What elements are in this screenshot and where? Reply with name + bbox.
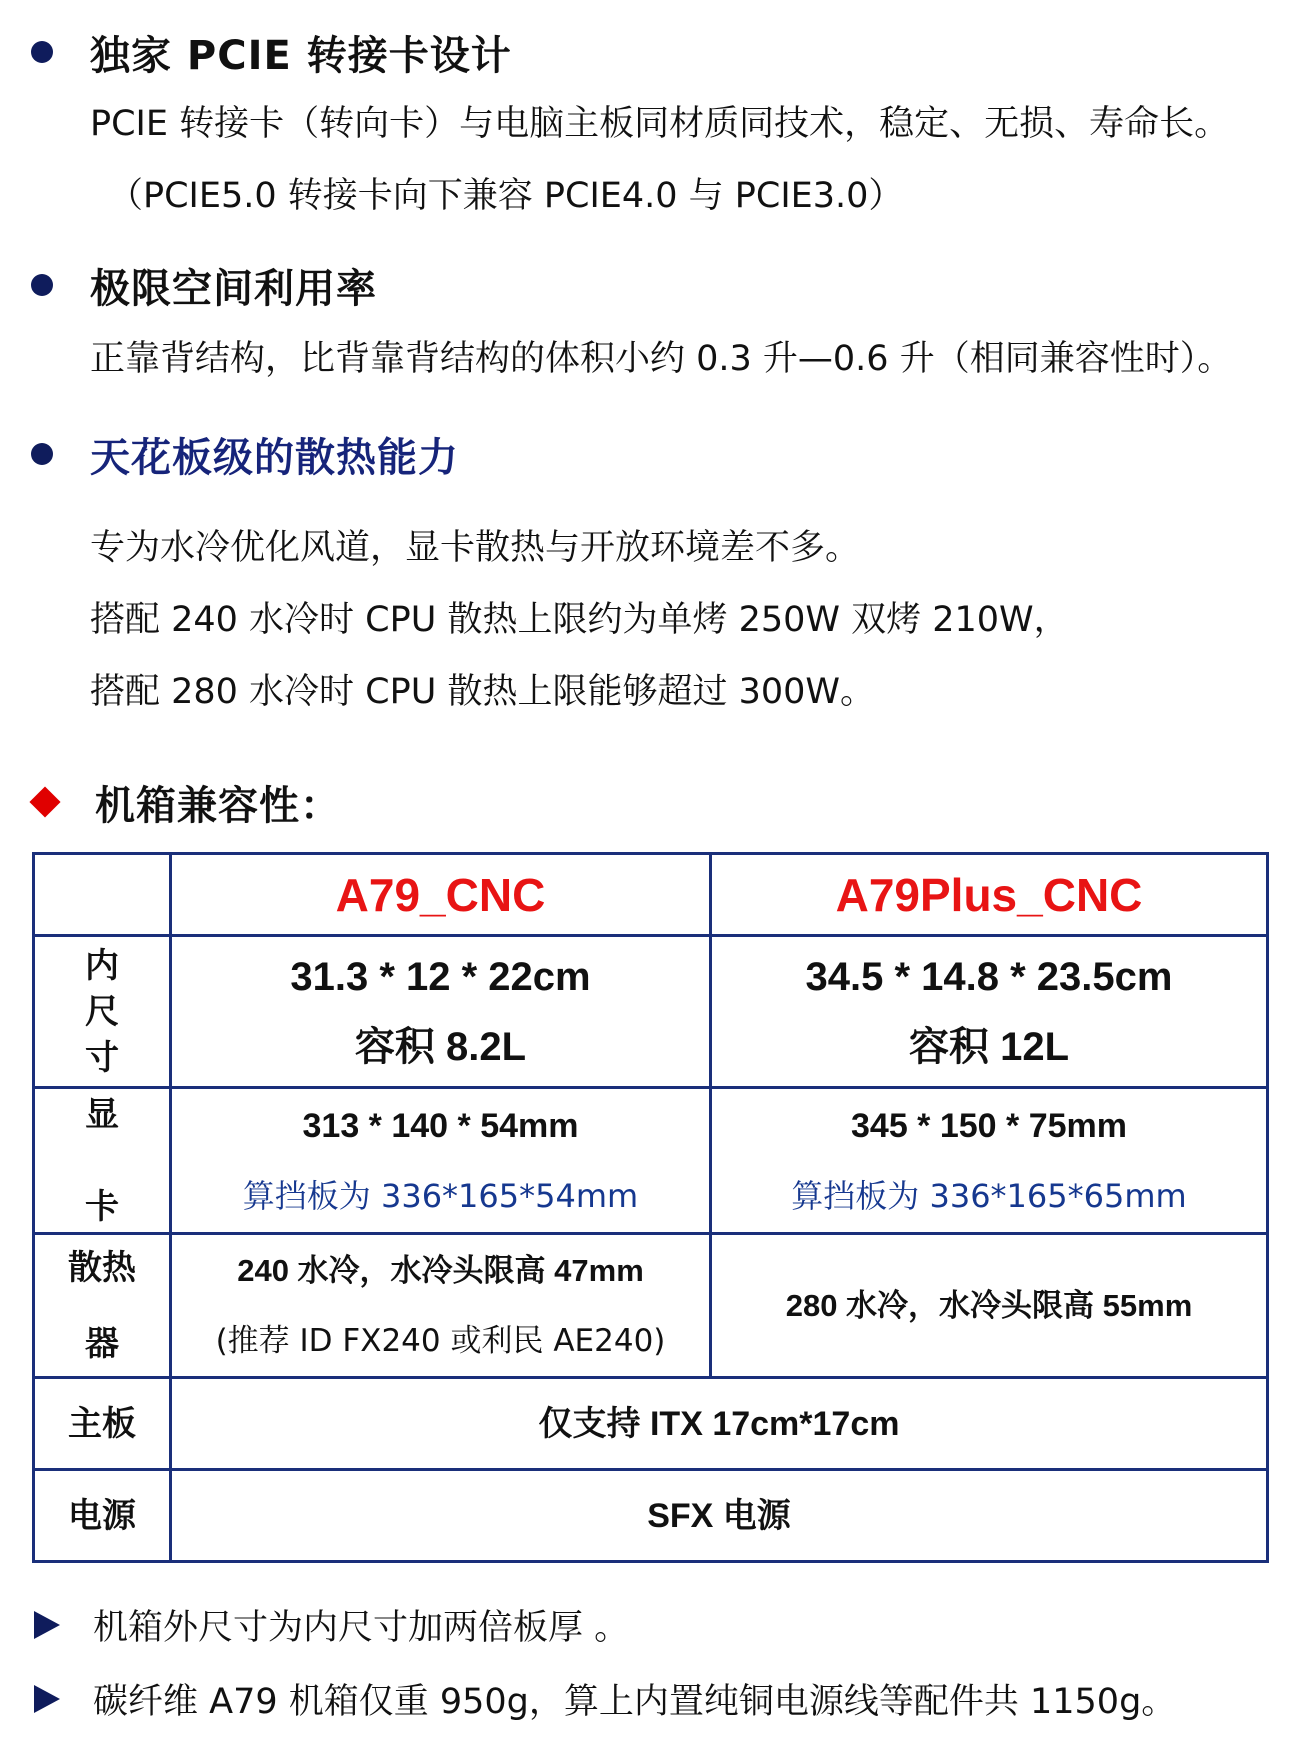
row-label: 散热 器 bbox=[34, 1234, 171, 1378]
bullet-icon bbox=[31, 41, 53, 63]
arrow-icon bbox=[34, 1611, 60, 1639]
compat-title: 机箱兼容性： bbox=[95, 782, 341, 829]
feature-line: 搭配 240 水冷时 CPU 散热上限约为单烤 250W 双烤 210W， bbox=[90, 600, 1069, 640]
plus-inner-size: 34.5 * 14.8 * 23.5cm 容积 12L bbox=[711, 936, 1268, 1088]
feature-cooling bbox=[0, 424, 1300, 728]
list-item: 机箱外尺寸为内尺寸加两倍板厚 。 bbox=[0, 1595, 1300, 1655]
corner-cell bbox=[34, 854, 171, 936]
feature-line: PCIE 转接卡（转向卡）与电脑主板同材质同技术，稳定、无损、寿命长。 bbox=[90, 104, 1230, 144]
feature-line: 专为水冷优化风道，显卡散热与开放环境差不多。 bbox=[90, 528, 861, 568]
model-a79plus: A79Plus_CNC bbox=[711, 854, 1268, 936]
table-row bbox=[34, 1088, 1268, 1234]
feature-space bbox=[0, 255, 1300, 395]
model-a79: A79_CNC bbox=[171, 854, 711, 936]
psu-value: SFX 电源 bbox=[171, 1470, 1268, 1562]
a79-gpu: 313 * 140 * 54mm 算挡板为 336*165*54mm bbox=[171, 1088, 711, 1234]
list-item: 碳纤维 A79 机箱仅重 950g，算上内置纯铜电源线等配件共 1150g。 bbox=[0, 1669, 1300, 1729]
feature-title: 独家 PCIE 转接卡设计 bbox=[90, 32, 512, 79]
arrow-icon bbox=[34, 1685, 60, 1713]
feature-pcie bbox=[0, 22, 1300, 232]
compat-table bbox=[32, 852, 1269, 1563]
row-label: 电源 bbox=[34, 1470, 171, 1562]
feature-line: 正靠背结构，比背靠背结构的体积小约 0.3 升—0.6 升（相同兼容性时）。 bbox=[90, 339, 1233, 379]
feature-line: （PCIE5.0 转接卡向下兼容 PCIE4.0 与 PCIE3.0） bbox=[108, 176, 904, 216]
notes bbox=[0, 1595, 1300, 1729]
feature-line: 搭配 280 水冷时 CPU 散热上限能够超过 300W。 bbox=[90, 672, 876, 712]
row-label: 显 卡 bbox=[34, 1088, 171, 1234]
motherboard-value: 仅支持 ITX 17cm*17cm bbox=[171, 1378, 1268, 1470]
row-label: 内 尺 寸 bbox=[34, 936, 171, 1088]
compat-heading bbox=[0, 772, 1300, 832]
a79-cooler: 240 水冷，水冷头限高 47mm (推荐 ID FX240 或利民 AE240) bbox=[171, 1234, 711, 1378]
plus-cooler: 280 水冷，水冷头限高 55mm bbox=[711, 1234, 1268, 1378]
plus-gpu: 345 * 150 * 75mm 算挡板为 336*165*65mm bbox=[711, 1088, 1268, 1234]
table-header-row bbox=[34, 854, 1268, 936]
feature-title: 天花板级的散热能力 bbox=[90, 434, 459, 481]
table-row bbox=[34, 1234, 1268, 1378]
bullet-icon bbox=[31, 443, 53, 465]
diamond-icon bbox=[29, 786, 60, 817]
table-row bbox=[34, 1470, 1268, 1562]
row-label: 主板 bbox=[34, 1378, 171, 1470]
a79-inner-size: 31.3 * 12 * 22cm 容积 8.2L bbox=[171, 936, 711, 1088]
table-row bbox=[34, 936, 1268, 1088]
feature-title: 极限空间利用率 bbox=[90, 265, 377, 312]
table-row bbox=[34, 1378, 1268, 1470]
bullet-icon bbox=[31, 274, 53, 296]
